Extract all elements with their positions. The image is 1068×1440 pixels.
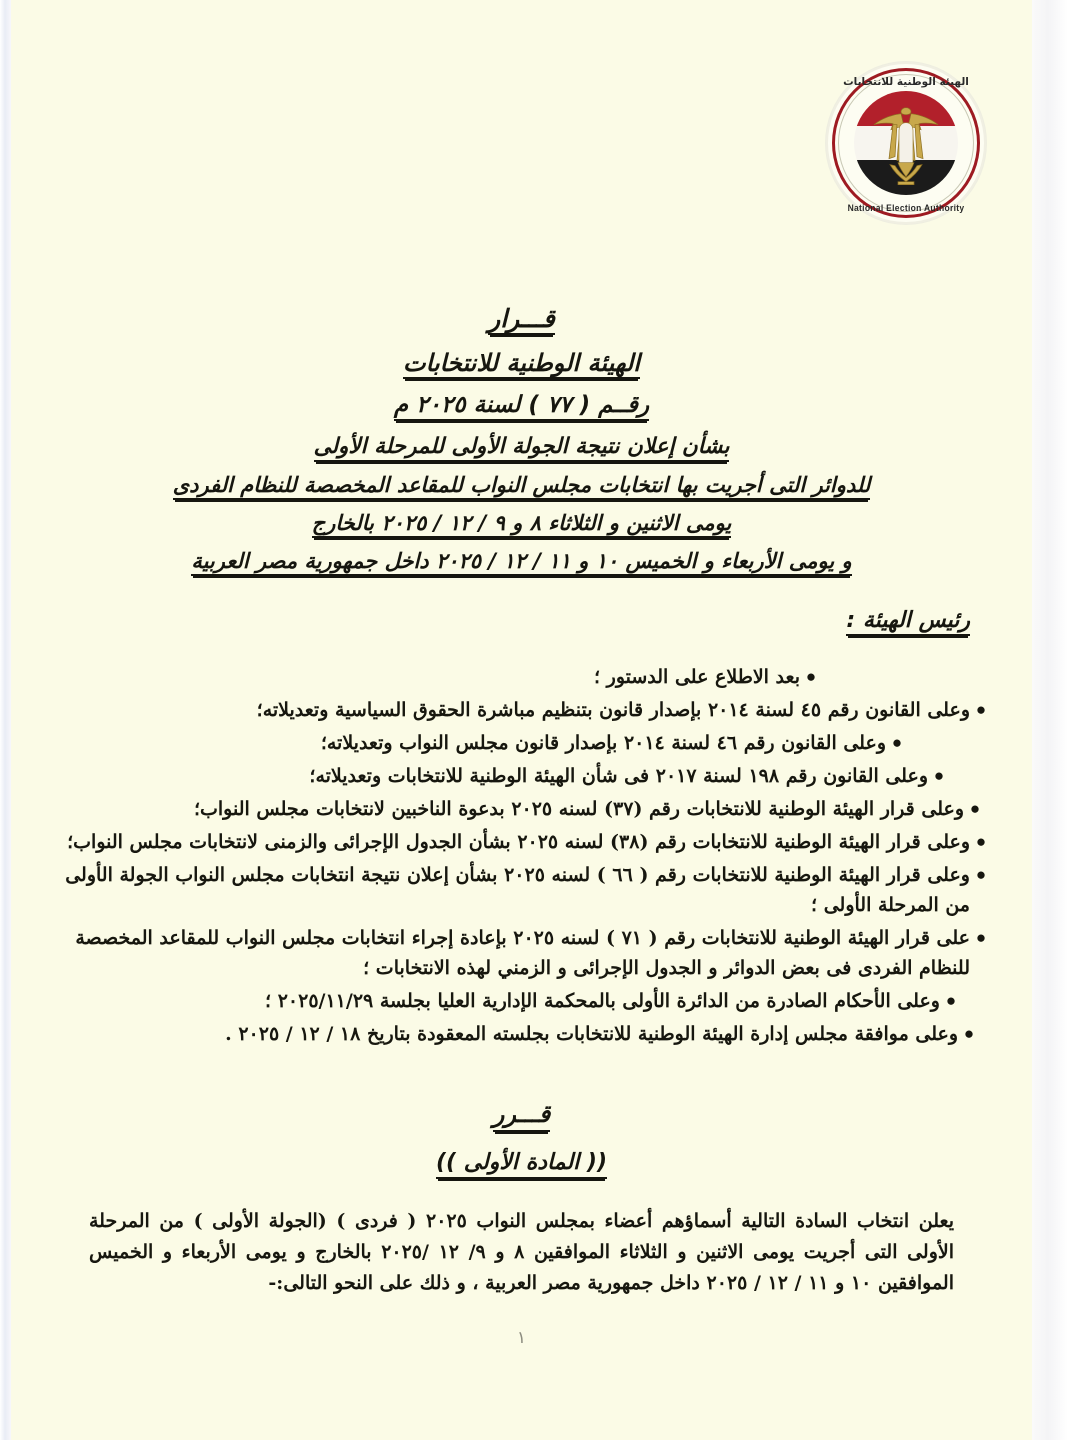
list-item — [51, 860, 992, 920]
eagle-of-saladin-icon — [868, 103, 944, 187]
list-item — [51, 695, 992, 725]
preamble-text: وعلى القانون رقم ٤٦ لسنة ٢٠١٤ بإصدار قانون مجلس النواب وتعديلاته؛ — [320, 732, 886, 754]
preamble-text: على قرار الهيئة الوطنية للانتخابات رقم ( ٧١ ) لسنه ٢٠٢٥ بإعادة إجراء انتخابات مجلس النواب للمقاعد المخصصة للنظام الفردى فى بعض الدوائر و الجدول الإجرائى و الزمني لهذه الانتخابات ؛ — [75, 927, 970, 979]
article-one-body: يعلن انتخاب السادة التالية أسماؤهم أعضاء بمجلس النواب ٢٠٢٥ ( فردى ) (الجولة الأولى ) من المرحلة الأولى التى أجريت يومى الاثنين و الثلاثاء الموافقين ٨ و ٩/ ١٢ /٢٠٢٥ بالخارج و يومى الأربعاء و الخميس الموافقين ١٠ و ١١ / ١٢ / ٢٠٢٥ داخل جمهورية مصر العربية ، و ذلك على النحو التالى:- — [89, 1210, 954, 1294]
national-election-authority-logo — [826, 62, 986, 224]
bullet-icon: ● — [975, 865, 987, 884]
bullet-icon: ● — [891, 733, 903, 752]
preamble-text: بعد الاطلاع على الدستور ؛ — [594, 666, 800, 688]
list-item — [51, 923, 992, 983]
preamble-list — [51, 662, 992, 1052]
preamble-text: وعلى القانون رقم ١٩٨ لسنة ٢٠١٧ فى شأن الهيئة الوطنية للانتخابات وتعديلاته؛ — [309, 765, 928, 787]
bullet-icon: ● — [975, 832, 987, 851]
title-authority-name: الهيئة الوطنية للانتخابات — [403, 349, 640, 377]
list-item — [51, 1019, 992, 1049]
title-decree-number: رقــم ( ٧٧ ) لسنة ٢٠٢٥ م — [11, 394, 1032, 421]
preamble-text: وعلى قرار الهيئة الوطنية للانتخابات رقم ( ٦٦ ) لسنه ٢٠٢٥ بشأن إعلان نتيجة انتخابات مجلس النواب الجولة الأولى من المرحلة الأولى ؛ — [65, 864, 970, 916]
bullet-icon: ● — [975, 928, 987, 947]
scan-left-edge — [0, 0, 11, 1440]
preamble-text: وعلى موافقة مجلس إدارة الهيئة الوطنية للانتخابات بجلسته المعقودة بتاريخ ١٨ / ١٢ / ٢٠٢٥ . — [225, 1023, 958, 1045]
title-subject-line-3: يومى الاثنين و الثلاثاء ٨ و ٩ / ١٢ / ٢٠٢٥ بالخارج — [11, 513, 1032, 538]
page-number: ١ — [516, 1328, 527, 1348]
list-item — [51, 986, 992, 1016]
bullet-icon: ● — [933, 766, 945, 785]
decide-heading: قـــرر — [11, 1100, 1032, 1132]
list-item — [51, 728, 992, 758]
article-one-heading: (( المادة الأولى )) — [11, 1150, 1032, 1179]
preamble-text: وعلى الأحكام الصادرة من الدائرة الأولى بالمحكمة الإدارية العليا بجلسة ٢٠٢٥/١١/٢٩ ؛ — [265, 990, 940, 1012]
preamble-text: وعلى القانون رقم ٤٥ لسنة ٢٠١٤ بإصدار قانون بتنظيم مباشرة الحقوق السياسية وتعديلاته؛ — [256, 699, 970, 721]
bullet-icon: ● — [975, 700, 987, 719]
title-subject-line-4: و يومى الأربعاء و الخميس ١٠ و ١١ / ١٢ / ٢٠٢٥ داخل جمهورية مصر العربية — [11, 551, 1032, 576]
bullet-icon: ● — [969, 799, 981, 818]
list-item — [51, 662, 992, 692]
title-decree-word: قـــرار — [488, 304, 555, 333]
seal-arabic-caption: الهيئة الوطنية للانتخابات — [843, 76, 969, 88]
title-subject-line-1: بشأن إعلان نتيجة الجولة الأولى للمرحلة الأولى — [11, 436, 1032, 462]
document-page — [11, 0, 1032, 1440]
preamble-text: وعلى قرار الهيئة الوطنية للانتخابات رقم (٣٧) لسنه ٢٠٢٥ بدعوة الناخبين لانتخابات مجلس النواب؛ — [193, 798, 964, 820]
chairman-heading: رئيس الهيئة : — [846, 608, 970, 636]
document-title-block — [11, 306, 1032, 589]
preamble-text: وعلى قرار الهيئة الوطنية للانتخابات رقم (٣٨) لسنه ٢٠٢٥ بشأن الجدول الإجرائى والزمنى لانتخابات مجلس النواب؛ — [67, 831, 970, 853]
title-subject-line-2: للدوائر التى أجريت بها انتخابات مجلس النواب للمقاعد المخصصة للنظام الفردى — [11, 475, 1032, 500]
bullet-icon: ● — [963, 1024, 975, 1043]
seal-english-caption: National Election Authority — [847, 202, 965, 214]
bullet-icon: ● — [945, 991, 957, 1010]
list-item — [51, 827, 992, 857]
list-item — [51, 794, 992, 824]
bullet-icon: ● — [805, 667, 817, 686]
scan-right-edge — [1032, 0, 1068, 1440]
list-item — [51, 761, 992, 791]
